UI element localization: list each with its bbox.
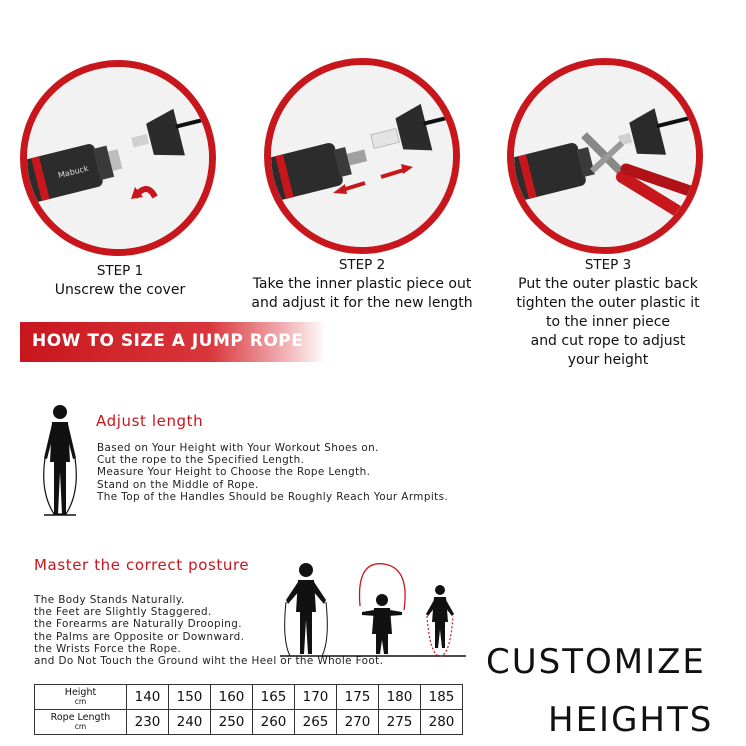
posture-line: the Forearms are Naturally Drooping.: [34, 618, 242, 631]
step2-description: Take the inner plastic piece out and adjust it for the new length: [251, 276, 473, 311]
rope-length-cell: 260: [253, 710, 295, 735]
adjust-line: Based on Your Height with Your Workout Shoes on.: [97, 442, 379, 454]
height-cell: 165: [253, 685, 295, 710]
height-header: [35, 685, 127, 710]
step1-description: Unscrew the cover: [54, 282, 186, 298]
heights-text: HEIGHTS: [548, 700, 714, 740]
height-cell: 185: [421, 685, 463, 710]
adjust-line: Measure Your Height to Choose the Rope Length.: [97, 466, 371, 479]
step2-number: STEP 2: [338, 257, 386, 273]
rope-length-label: Rope Length: [50, 712, 111, 723]
rope-length-cell: 265: [295, 710, 337, 735]
height-cell: 175: [337, 685, 379, 710]
adjust-length-title: Adjust length: [96, 412, 204, 430]
step1-number: STEP 1: [96, 263, 144, 279]
posture-line: the Wrists Force the Rope.: [34, 642, 182, 655]
handle-cut-illustration: [514, 65, 696, 247]
height-label: Height: [64, 687, 97, 698]
banner-text: HOW TO SIZE A JUMP ROPE: [32, 331, 304, 351]
step2-caption: [232, 256, 492, 313]
rope-length-cell: 280: [421, 710, 463, 735]
table-row: [35, 710, 463, 735]
rope-length-cell: 250: [211, 710, 253, 735]
height-cell: 170: [295, 685, 337, 710]
adjust-line: The Top of the Handles Should be Roughly Reach Your Armpits.: [97, 490, 449, 503]
step1-caption: [40, 262, 200, 300]
height-cell: 180: [379, 685, 421, 710]
handle-adjust-illustration: [271, 65, 453, 247]
step3-caption: [496, 256, 720, 370]
posture-line: and Do Not Touch the Ground wiht the Heel or the Whole Foot.: [34, 655, 384, 668]
rope-length-cell: 275: [379, 710, 421, 735]
step1-image: [20, 60, 216, 256]
adjust-line: Stand on the Middle of Rope.: [97, 478, 259, 491]
posture-title: Master the correct posture: [34, 556, 250, 574]
step3-number: STEP 3: [584, 257, 632, 273]
rope-length-cell: 240: [169, 710, 211, 735]
handle-brand-text: Mabuck: [57, 163, 90, 181]
step3-image: [507, 58, 703, 254]
adjust-length-instructions: [97, 442, 448, 503]
jumping-person-icons: [280, 560, 466, 660]
adjust-line: Cut the rope to the Specified Length.: [97, 454, 305, 467]
rope-length-cell: 270: [337, 710, 379, 735]
rope-length-unit: cm: [74, 722, 87, 731]
step2-image: [264, 58, 460, 254]
step3-description: Put the outer plastic back tighten the outer plastic it to the inner piece and cut rope to adjust your height: [516, 276, 700, 368]
table-row: [35, 685, 463, 710]
height-unit: cm: [74, 697, 87, 706]
posture-line: the Palms are Opposite or Downward.: [34, 630, 245, 643]
size-table: [34, 684, 463, 735]
posture-line: The Body Stands Naturally.: [34, 594, 185, 606]
how-to-size-banner: [20, 322, 326, 362]
height-cell: 140: [127, 685, 169, 710]
customize-text: CUSTOMIZE: [486, 642, 706, 682]
rope-length-cell: 230: [127, 710, 169, 735]
height-cell: 160: [211, 685, 253, 710]
height-cell: 150: [169, 685, 211, 710]
handle-unscrew-illustration: [27, 67, 209, 249]
standing-person-icon: [36, 402, 84, 518]
rope-length-header: [35, 710, 127, 735]
posture-line: the Feet are Slightly Staggered.: [34, 606, 212, 619]
